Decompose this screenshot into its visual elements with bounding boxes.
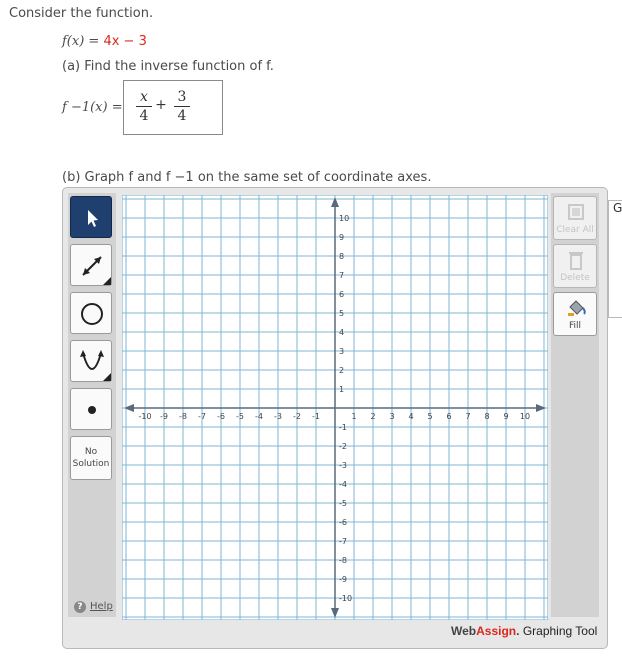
x-tick-label: -7: [198, 412, 206, 421]
y-tick-label: 4: [339, 328, 345, 337]
y-tick-label: -3: [339, 461, 347, 470]
brand-web: Web: [451, 624, 477, 638]
y-tick-label: 6: [339, 290, 345, 299]
delete-button[interactable]: [553, 244, 597, 288]
y-tick-label: 9: [339, 233, 345, 242]
circle-tool-button[interactable]: [70, 292, 112, 334]
y-tick-label: -5: [339, 499, 347, 508]
delete-label: Delete: [560, 273, 590, 283]
x-tick-label: -9: [160, 412, 168, 421]
x-tick-label: 4: [408, 412, 414, 421]
x-tick-label: -5: [236, 412, 244, 421]
function-definition: [62, 34, 147, 49]
y-tick-label: 3: [339, 347, 345, 356]
y-tick-label: 2: [339, 366, 345, 375]
x-tick-label: 6: [446, 412, 452, 421]
paint-bucket-icon: [554, 293, 598, 323]
brand-dot: .: [516, 624, 520, 638]
y-tick-label: 5: [339, 309, 345, 318]
circle-icon: [71, 293, 113, 335]
x-tick-label: 5: [427, 412, 433, 421]
line-arrow-icon: [71, 245, 113, 287]
help-icon[interactable]: ?: [74, 601, 86, 613]
x-tick-label: -1: [312, 412, 320, 421]
pointer-tool-button[interactable]: [70, 196, 112, 238]
part-a-prompt: (a) Find the inverse function of f.: [62, 59, 274, 74]
clear-all-button[interactable]: [553, 196, 597, 240]
line-tool-button[interactable]: [70, 244, 112, 286]
x-tick-label: -4: [255, 412, 263, 421]
pointer-icon: [71, 197, 113, 239]
fill-button[interactable]: [553, 292, 597, 336]
parabola-tool-button[interactable]: [70, 340, 112, 382]
webassign-brand: [451, 624, 597, 638]
point-icon: [71, 389, 113, 431]
answer-fraction-1: [136, 89, 152, 124]
y-tick-label: 7: [339, 271, 345, 280]
part-b-prompt: (b) Graph f and f −1 on the same set of coordinate axes.: [62, 170, 432, 185]
trash-icon: [554, 245, 598, 275]
y-tick-label: -6: [339, 518, 347, 527]
answer-input-box[interactable]: [123, 80, 223, 135]
side-tab[interactable]: G: [608, 200, 622, 318]
x-tick-label: -3: [274, 412, 282, 421]
y-tick-label: 8: [339, 252, 345, 261]
x-tick-label: 10: [519, 412, 531, 421]
inverse-label: f −1(x) =: [62, 100, 123, 115]
y-tick-label: 1: [339, 385, 345, 394]
fraction-1-numerator: x: [140, 89, 148, 105]
y-tick-label: -9: [339, 575, 347, 584]
x-tick-label: -8: [179, 412, 187, 421]
y-tick-label: -8: [339, 556, 347, 565]
x-tick-label: 8: [484, 412, 490, 421]
answer-fraction-2: [174, 89, 190, 124]
point-tool-button[interactable]: [70, 388, 112, 430]
function-rhs: 4x − 3: [103, 34, 147, 49]
x-tick-label: 7: [465, 412, 471, 421]
y-tick-label: 10: [339, 214, 350, 223]
fraction-2-denominator: 4: [177, 108, 187, 124]
fraction-1-denominator: 4: [139, 108, 149, 124]
x-tick-label: 2: [370, 412, 376, 421]
intro-text: Consider the function.: [9, 6, 154, 21]
x-tick-label: 3: [389, 412, 395, 421]
x-tick-label: -10: [138, 412, 152, 421]
y-tick-label: -7: [339, 537, 347, 546]
x-tick-label: 9: [503, 412, 509, 421]
fill-label: Fill: [568, 321, 582, 331]
help-link[interactable]: Help: [90, 601, 113, 612]
brand-tool-name: Graphing Tool: [519, 624, 598, 638]
clear-all-icon: [554, 197, 598, 227]
coordinate-grid[interactable]: [122, 195, 548, 620]
x-tick-label: -6: [217, 412, 225, 421]
y-tick-label: -4: [339, 480, 347, 489]
y-tick-label: -2: [339, 442, 347, 451]
y-tick-label: -1: [339, 423, 347, 432]
answer-plus: +: [155, 97, 167, 113]
y-tick-label: -10: [339, 594, 353, 603]
brand-assign: Assign: [476, 624, 517, 638]
function-lhs: f(x) =: [62, 34, 104, 49]
parabola-icon: [71, 341, 113, 383]
no-solution-button[interactable]: No Solution: [70, 436, 112, 480]
x-tick-label: -2: [293, 412, 301, 421]
clear-all-label: Clear All: [556, 225, 594, 235]
x-tick-label: 1: [351, 412, 357, 421]
fraction-2-numerator: 3: [177, 89, 187, 105]
